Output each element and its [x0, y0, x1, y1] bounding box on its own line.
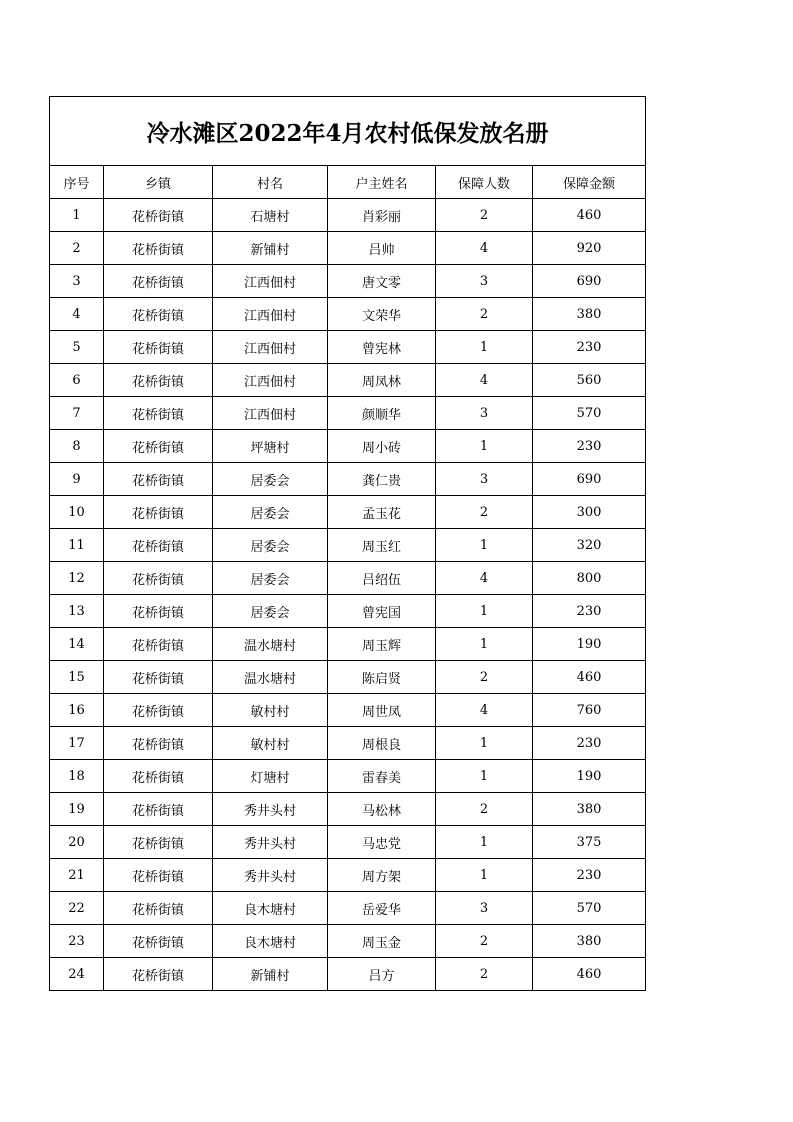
cell-amount: 760 [533, 694, 646, 727]
allowance-register-table [49, 96, 646, 991]
cell-village: 温水塘村 [213, 661, 328, 694]
cell-householder: 周凤林 [328, 364, 436, 397]
table-row [50, 397, 646, 430]
cell-village: 居委会 [213, 562, 328, 595]
cell-village: 新铺村 [213, 232, 328, 265]
cell-township: 花桥街镇 [104, 397, 213, 430]
cell-amount: 375 [533, 826, 646, 859]
cell-township: 花桥街镇 [104, 364, 213, 397]
cell-index: 6 [50, 364, 104, 397]
cell-amount: 380 [533, 793, 646, 826]
cell-persons: 2 [436, 496, 533, 529]
cell-township: 花桥街镇 [104, 265, 213, 298]
table-row [50, 925, 646, 958]
cell-township: 花桥街镇 [104, 199, 213, 232]
cell-persons: 4 [436, 694, 533, 727]
table-row [50, 298, 646, 331]
table-body [50, 199, 646, 991]
cell-village: 江西佃村 [213, 364, 328, 397]
table-row [50, 826, 646, 859]
table-row [50, 331, 646, 364]
cell-village: 坪塘村 [213, 430, 328, 463]
cell-persons: 4 [436, 562, 533, 595]
title-row [50, 97, 646, 166]
table-row [50, 892, 646, 925]
cell-village: 温水塘村 [213, 628, 328, 661]
cell-township: 花桥街镇 [104, 694, 213, 727]
cell-householder: 肖彩丽 [328, 199, 436, 232]
cell-township: 花桥街镇 [104, 595, 213, 628]
cell-index: 1 [50, 199, 104, 232]
cell-village: 秀井头村 [213, 793, 328, 826]
cell-householder: 唐文零 [328, 265, 436, 298]
cell-householder: 陈启贤 [328, 661, 436, 694]
cell-village: 江西佃村 [213, 298, 328, 331]
cell-index: 24 [50, 958, 104, 991]
cell-persons: 4 [436, 364, 533, 397]
cell-township: 花桥街镇 [104, 727, 213, 760]
cell-village: 居委会 [213, 496, 328, 529]
cell-persons: 1 [436, 727, 533, 760]
cell-persons: 2 [436, 925, 533, 958]
cell-persons: 1 [436, 628, 533, 661]
cell-amount: 460 [533, 199, 646, 232]
cell-township: 花桥街镇 [104, 298, 213, 331]
cell-amount: 380 [533, 925, 646, 958]
column-header-householder: 户主姓名 [328, 166, 436, 199]
cell-householder: 吕帅 [328, 232, 436, 265]
cell-index: 14 [50, 628, 104, 661]
cell-persons: 1 [436, 826, 533, 859]
cell-persons: 4 [436, 232, 533, 265]
table-row [50, 562, 646, 595]
table-row [50, 199, 646, 232]
cell-amount: 560 [533, 364, 646, 397]
cell-village: 江西佃村 [213, 331, 328, 364]
cell-township: 花桥街镇 [104, 859, 213, 892]
cell-amount: 570 [533, 892, 646, 925]
cell-index: 8 [50, 430, 104, 463]
cell-township: 花桥街镇 [104, 826, 213, 859]
cell-householder: 马忠党 [328, 826, 436, 859]
cell-householder: 周玉红 [328, 529, 436, 562]
table-row [50, 496, 646, 529]
cell-amount: 570 [533, 397, 646, 430]
cell-persons: 2 [436, 199, 533, 232]
cell-township: 花桥街镇 [104, 463, 213, 496]
cell-village: 居委会 [213, 595, 328, 628]
cell-householder: 孟玉花 [328, 496, 436, 529]
cell-householder: 文荣华 [328, 298, 436, 331]
table-row [50, 463, 646, 496]
cell-householder: 颜顺华 [328, 397, 436, 430]
cell-householder: 周世凤 [328, 694, 436, 727]
cell-index: 5 [50, 331, 104, 364]
column-header-township: 乡镇 [104, 166, 213, 199]
cell-amount: 230 [533, 727, 646, 760]
cell-index: 11 [50, 529, 104, 562]
cell-index: 13 [50, 595, 104, 628]
table-row [50, 628, 646, 661]
cell-township: 花桥街镇 [104, 793, 213, 826]
cell-index: 23 [50, 925, 104, 958]
table-row [50, 793, 646, 826]
cell-persons: 2 [436, 298, 533, 331]
cell-householder: 周玉辉 [328, 628, 436, 661]
table-row [50, 661, 646, 694]
cell-householder: 周玉金 [328, 925, 436, 958]
cell-index: 15 [50, 661, 104, 694]
cell-householder: 周方架 [328, 859, 436, 892]
column-header-index: 序号 [50, 166, 104, 199]
cell-township: 花桥街镇 [104, 496, 213, 529]
cell-amount: 230 [533, 859, 646, 892]
cell-index: 19 [50, 793, 104, 826]
cell-index: 16 [50, 694, 104, 727]
cell-amount: 190 [533, 628, 646, 661]
cell-index: 10 [50, 496, 104, 529]
cell-persons: 1 [436, 529, 533, 562]
cell-householder: 曾宪林 [328, 331, 436, 364]
cell-amount: 380 [533, 298, 646, 331]
cell-village: 石塘村 [213, 199, 328, 232]
cell-persons: 3 [436, 892, 533, 925]
cell-amount: 690 [533, 265, 646, 298]
cell-village: 秀井头村 [213, 826, 328, 859]
cell-persons: 2 [436, 793, 533, 826]
cell-amount: 690 [533, 463, 646, 496]
cell-persons: 2 [436, 661, 533, 694]
cell-township: 花桥街镇 [104, 958, 213, 991]
cell-village: 江西佃村 [213, 265, 328, 298]
cell-village: 江西佃村 [213, 397, 328, 430]
cell-village: 居委会 [213, 529, 328, 562]
cell-index: 12 [50, 562, 104, 595]
cell-amount: 230 [533, 595, 646, 628]
document-title: 冷水滩区2022年4月农村低保发放名册 [50, 97, 646, 166]
cell-village: 良木塘村 [213, 925, 328, 958]
cell-amount: 800 [533, 562, 646, 595]
cell-index: 2 [50, 232, 104, 265]
cell-persons: 2 [436, 958, 533, 991]
cell-village: 秀井头村 [213, 859, 328, 892]
cell-householder: 周小砖 [328, 430, 436, 463]
table-row [50, 958, 646, 991]
cell-township: 花桥街镇 [104, 892, 213, 925]
cell-persons: 3 [436, 265, 533, 298]
cell-index: 18 [50, 760, 104, 793]
table-row [50, 364, 646, 397]
cell-householder: 龚仁贵 [328, 463, 436, 496]
table-row [50, 595, 646, 628]
column-header-persons: 保障人数 [436, 166, 533, 199]
cell-index: 9 [50, 463, 104, 496]
cell-persons: 1 [436, 595, 533, 628]
cell-index: 22 [50, 892, 104, 925]
cell-index: 7 [50, 397, 104, 430]
cell-index: 4 [50, 298, 104, 331]
cell-amount: 460 [533, 958, 646, 991]
cell-township: 花桥街镇 [104, 760, 213, 793]
cell-township: 花桥街镇 [104, 562, 213, 595]
table-row [50, 859, 646, 892]
cell-amount: 230 [533, 430, 646, 463]
cell-householder: 马松林 [328, 793, 436, 826]
table-row [50, 529, 646, 562]
cell-township: 花桥街镇 [104, 430, 213, 463]
table-row [50, 694, 646, 727]
cell-amount: 320 [533, 529, 646, 562]
cell-amount: 190 [533, 760, 646, 793]
cell-householder: 周根良 [328, 727, 436, 760]
cell-persons: 1 [436, 331, 533, 364]
cell-persons: 1 [436, 859, 533, 892]
cell-amount: 300 [533, 496, 646, 529]
cell-village: 敏村村 [213, 694, 328, 727]
cell-township: 花桥街镇 [104, 232, 213, 265]
table-row [50, 232, 646, 265]
cell-index: 17 [50, 727, 104, 760]
cell-village: 灯塘村 [213, 760, 328, 793]
cell-householder: 吕绍伍 [328, 562, 436, 595]
cell-township: 花桥街镇 [104, 925, 213, 958]
cell-township: 花桥街镇 [104, 628, 213, 661]
cell-householder: 雷春美 [328, 760, 436, 793]
cell-village: 良木塘村 [213, 892, 328, 925]
cell-persons: 1 [436, 760, 533, 793]
cell-village: 敏村村 [213, 727, 328, 760]
column-header-village: 村名 [213, 166, 328, 199]
table-row [50, 430, 646, 463]
cell-index: 3 [50, 265, 104, 298]
cell-township: 花桥街镇 [104, 331, 213, 364]
table-row [50, 760, 646, 793]
cell-householder: 吕方 [328, 958, 436, 991]
cell-persons: 3 [436, 397, 533, 430]
cell-amount: 230 [533, 331, 646, 364]
table-row [50, 265, 646, 298]
cell-amount: 920 [533, 232, 646, 265]
cell-township: 花桥街镇 [104, 661, 213, 694]
header-row [50, 166, 646, 199]
cell-householder: 岳爱华 [328, 892, 436, 925]
cell-amount: 460 [533, 661, 646, 694]
cell-township: 花桥街镇 [104, 529, 213, 562]
cell-index: 20 [50, 826, 104, 859]
cell-village: 居委会 [213, 463, 328, 496]
column-header-amount: 保障金额 [533, 166, 646, 199]
cell-persons: 1 [436, 430, 533, 463]
table-row [50, 727, 646, 760]
cell-persons: 3 [436, 463, 533, 496]
cell-index: 21 [50, 859, 104, 892]
cell-village: 新铺村 [213, 958, 328, 991]
cell-householder: 曾宪国 [328, 595, 436, 628]
